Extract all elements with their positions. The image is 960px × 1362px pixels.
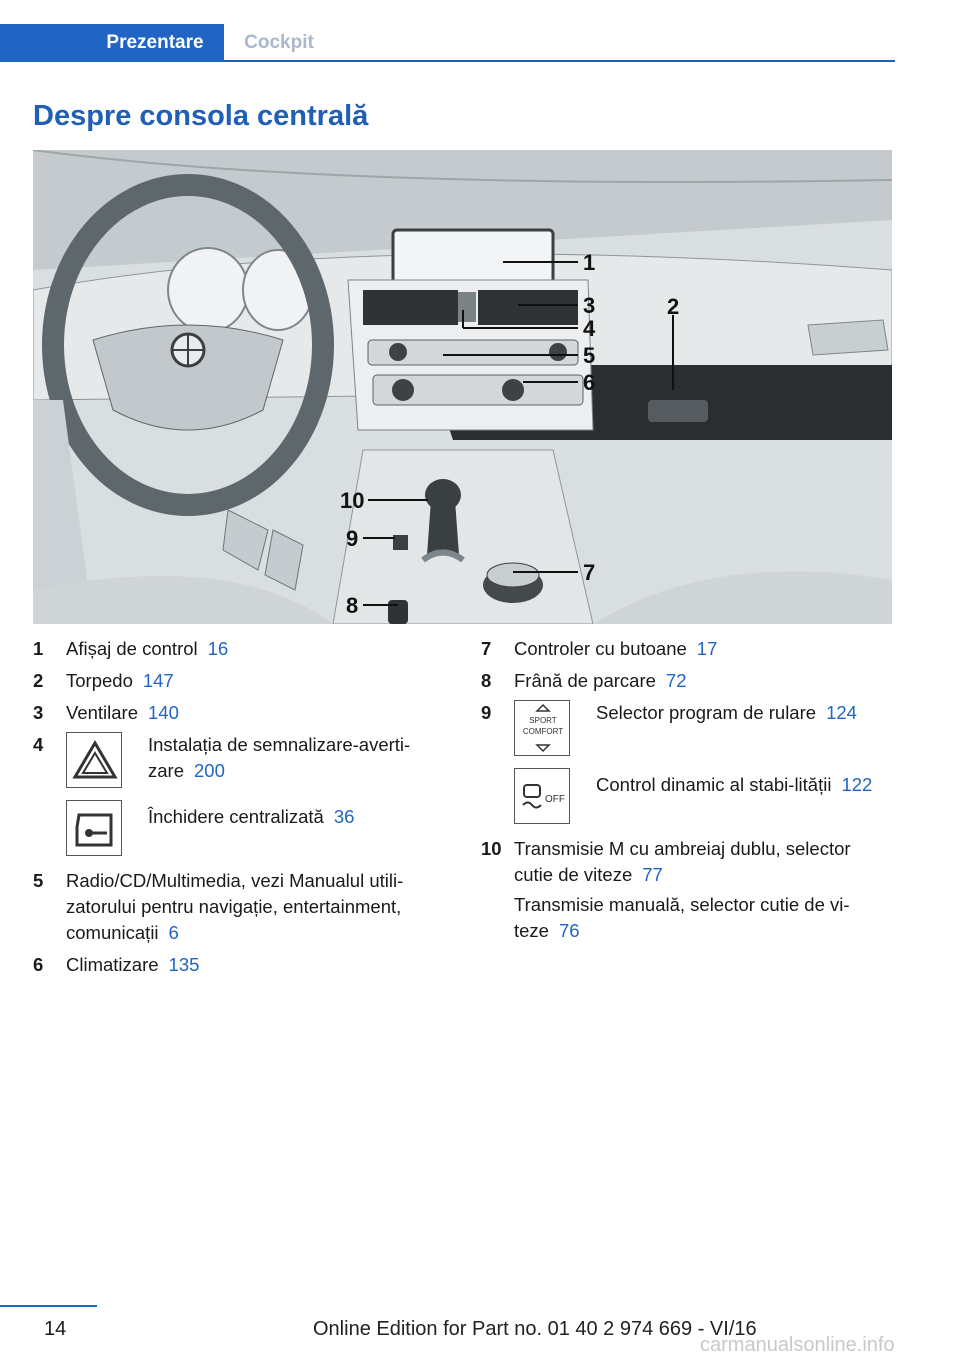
item-number: 1 [33,638,44,659]
callout-1: 1 [583,250,596,275]
item-text: Torpedo [66,670,133,691]
page-title: Despre consola centrală [33,100,369,132]
page-ref-link[interactable]: 36 [333,806,355,827]
tab-cockpit[interactable] [224,24,334,62]
page-ref-link[interactable]: 140 [148,702,179,723]
legend-item-6 [33,952,413,978]
item-number: 9 [481,702,492,723]
watermark: carmanualsonline.info [700,1334,895,1356]
tab-cockpit-label: Cockpit [244,32,314,53]
comfort-label: COMFORT [522,727,564,736]
item-text: Închidere centralizată [148,806,324,827]
sport-comfort-icon [514,700,570,756]
legend-item-9 [481,700,891,824]
dsc-off-icon [514,768,570,824]
item-text: Climatizare [66,954,159,975]
item-text: Selector program de rulare [596,702,817,723]
item-text: Frână de parcare [514,670,656,691]
tab-prezentare-label: Prezentare [106,32,204,53]
item-text: Controler cu butoane [514,638,687,659]
item-text: Ventilare [66,702,138,723]
item-text: Afișaj de control [66,638,198,659]
legend-item-8 [481,668,891,694]
callout-9: 9 [346,526,359,551]
callout-6: 6 [583,370,596,395]
legend-item-1 [33,636,413,662]
page-ref-link[interactable]: 16 [207,638,229,659]
symbol-row-central-locking [66,800,413,856]
page-ref-link[interactable]: 77 [642,864,663,885]
item-text: Instalația de semnalizare-averti-zare [148,734,411,781]
legend-item-7 [481,636,891,662]
sport-label: SPORT [529,716,557,725]
symbol-row-dsc [514,768,891,824]
header-tabs [0,24,895,62]
legend-item-5 [33,868,413,946]
cockpit-drawing [33,150,892,624]
item-number: 6 [33,954,44,975]
item-number: 3 [33,702,44,723]
hazard-warning-icon [66,732,122,788]
callout-4: 4 [583,316,596,341]
page-ref-link[interactable]: 147 [142,670,174,691]
footer-rule [0,1305,97,1307]
center-console-illustration [33,150,892,624]
page-ref-link[interactable]: 124 [826,702,857,723]
legend-item-3 [33,700,413,726]
item-number: 10 [481,838,502,859]
page-ref-link[interactable]: 135 [168,954,200,975]
callout-8: 8 [346,593,359,618]
callout-7: 7 [583,560,596,585]
edition-text: Online Edition for Part no. 01 40 2 974 669 - VI/16 [313,1318,757,1340]
item-number: 7 [481,638,492,659]
page-ref-link[interactable]: 17 [696,638,718,659]
page-ref-link[interactable]: 122 [841,774,873,795]
page-ref-link[interactable]: 200 [194,760,225,781]
symbol-row-hazard [66,732,413,788]
legend-right-column [481,636,891,950]
page-ref-link[interactable]: 72 [665,670,687,691]
callout-10: 10 [340,488,365,513]
item-number: 4 [33,734,44,755]
item-text: Control dinamic al stabi-lității [596,774,832,795]
legend-item-4 [33,732,413,856]
legend-left-column [33,636,413,984]
page-number: 14 [44,1318,67,1340]
callout-2: 2 [667,294,680,319]
callout-3: 3 [583,293,596,318]
door-key-icon [66,800,122,856]
off-label: OFF [545,794,565,805]
item-number: 2 [33,670,44,691]
item-text: Radio/CD/Multimedia, vezi Manualul utili-zatorului pentru navigație, entertainment, comunicații [66,870,404,943]
callout-5: 5 [583,343,596,368]
legend-item-10 [481,836,891,944]
page-ref-link[interactable]: 76 [558,920,580,941]
item-number: 5 [33,870,44,891]
item-text: Transmisie manuală, selector cutie de vi-teze [514,894,850,941]
page-ref-link[interactable]: 6 [168,922,179,943]
tab-prezentare[interactable] [0,24,224,62]
item-text: Transmisie M cu ambreiaj dublu, selector cutie de viteze [514,838,851,885]
item-number: 8 [481,670,492,691]
symbol-row-driving-mode [514,700,891,756]
legend-item-2 [33,668,413,694]
